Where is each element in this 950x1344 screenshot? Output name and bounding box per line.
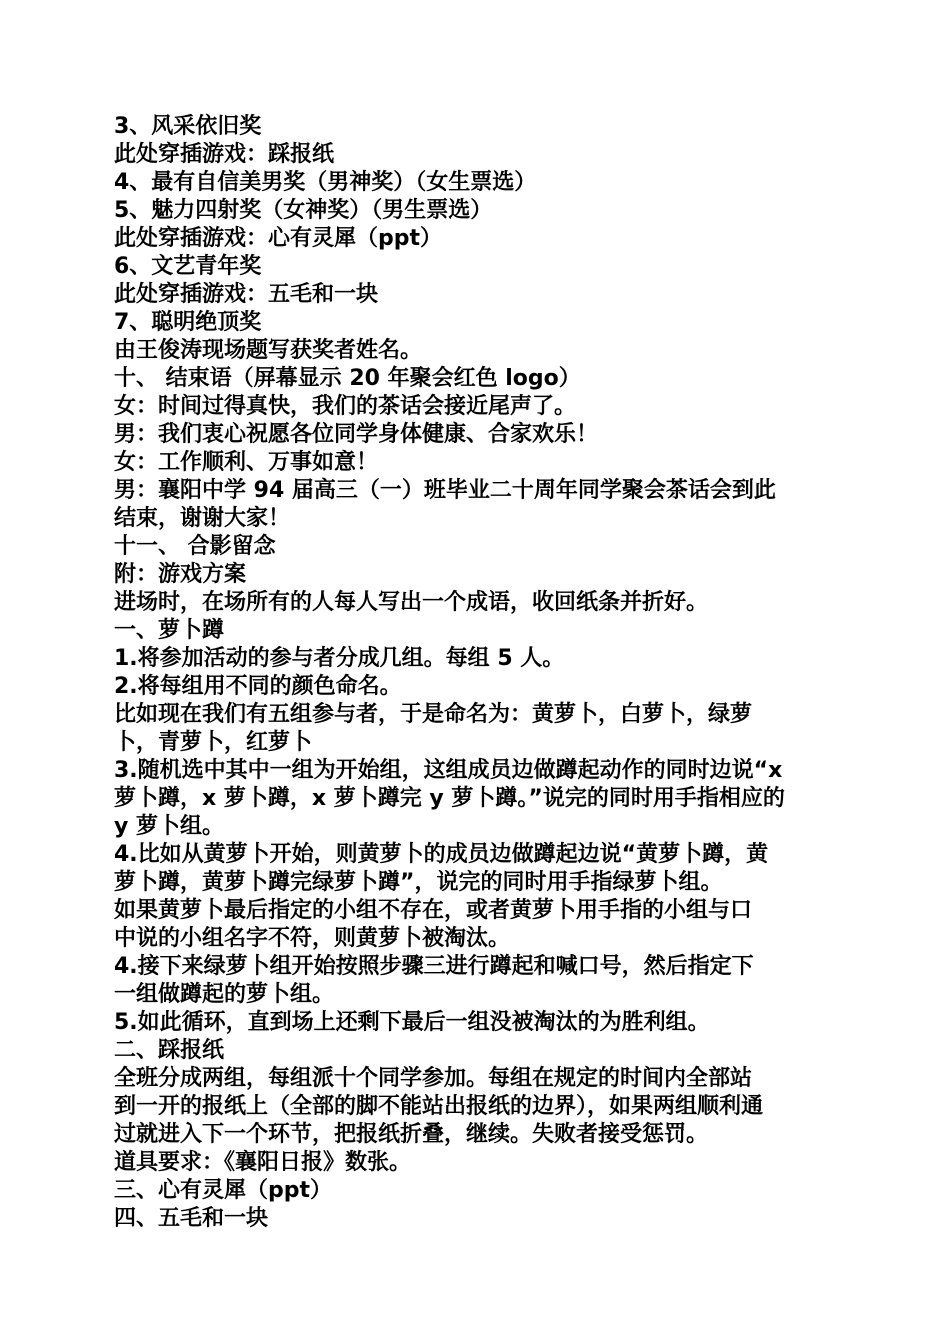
text-line: 女：时间过得真快，我们的茶话会接近尾声了。: [114, 394, 577, 419]
text-line: y 萝卜组。: [114, 814, 225, 839]
text-line: 4.比如从黄萝卜开始，则黄萝卜的成员边做蹲起边说“黄萝卜蹲，黄: [114, 842, 769, 867]
text-line: 4.接下来绿萝卜组开始按照步骤三进行蹲起和喊口号，然后指定下: [114, 954, 754, 979]
text-line: 一组做蹲起的萝卜组。: [114, 982, 335, 1007]
text-line: 进场时，在场所有的人每人写出一个成语，收回纸条并折好。: [114, 590, 709, 615]
text-line: 2.将每组用不同的颜色命名。: [114, 674, 402, 699]
text-line: 萝卜蹲，x 萝卜蹲，x 萝卜蹲完 y 萝卜蹲。”说完的同时用手指相应的: [114, 786, 785, 811]
text-line: 萝卜蹲，黄萝卜蹲完绿萝卜蹲”，说完的同时用手指绿萝卜组。: [114, 870, 723, 895]
text-line: 此处穿插游戏：踩报纸: [114, 142, 335, 167]
text-line: 道具要求：《襄阳日报》数张。: [114, 1150, 412, 1175]
text-line: 由王俊涛现场题写获奖者姓名。: [114, 338, 423, 363]
text-line: 1.将参加活动的参与者分成几组。每组 5 人。: [114, 646, 565, 671]
game-heading: 一、萝卜蹲: [114, 618, 225, 643]
text-line: 此处穿插游戏：五毛和一块: [114, 282, 379, 307]
text-line: 6、文艺青年奖: [114, 254, 262, 279]
text-line: 男：我们衷心祝愿各位同学身体健康、合家欢乐！: [114, 422, 599, 447]
text-line: 比如现在我们有五组参与者，于是命名为：黄萝卜，白萝卜，绿萝: [114, 702, 753, 727]
text-line: 3.随机选中其中一组为开始组，这组成员边做蹲起动作的同时边说“x: [114, 758, 783, 783]
text-line: 此处穿插游戏：心有灵犀（ppt）: [114, 226, 443, 251]
text-line: 男：襄阳中学 94 届高三（一）班毕业二十周年同学聚会茶话会到此: [114, 478, 776, 503]
game-heading: 四、五毛和一块: [114, 1206, 269, 1231]
text-line: 3、风采依旧奖: [114, 114, 262, 139]
appendix-heading: 附：游戏方案: [114, 562, 247, 587]
text-line: 7、聪明绝顶奖: [114, 310, 262, 335]
section-heading: 十、 结束语（屏幕显示 20 年聚会红色 logo）: [114, 366, 581, 391]
text-line: 4、最有自信美男奖（男神奖）（女生票选）: [114, 170, 537, 195]
text-line: 女：工作顺利、万事如意！: [114, 450, 379, 475]
text-line: 到一开的报纸上（全部的脚不能站出报纸的边界），如果两组顺利通: [114, 1094, 764, 1119]
text-line: 如果黄萝卜最后指定的小组不存在，或者黄萝卜用手指的小组与口: [114, 898, 753, 923]
text-line: 结束，谢谢大家！: [114, 506, 291, 531]
text-line: 卜，青萝卜，红萝卜: [114, 730, 313, 755]
game-heading: 三、心有灵犀（ppt）: [114, 1178, 333, 1203]
text-line: 全班分成两组，每组派十个同学参加。每组在规定的时间内全部站: [114, 1066, 753, 1091]
game-heading: 二、踩报纸: [114, 1038, 225, 1063]
section-heading: 十一、 合影留念: [114, 534, 276, 559]
text-line: 中说的小组名字不符，则黄萝卜被淘汰。: [114, 926, 511, 951]
text-line: 5.如此循环，直到场上还剩下最后一组没被淘汰的为胜利组。: [114, 1010, 710, 1035]
text-line: 5、魅力四射奖（女神奖）（男生票选）: [114, 198, 493, 223]
document-page: [114, 113, 844, 1233]
text-line: 过就进入下一个环节，把报纸折叠，继续。失败者接受惩罚。: [114, 1122, 709, 1147]
